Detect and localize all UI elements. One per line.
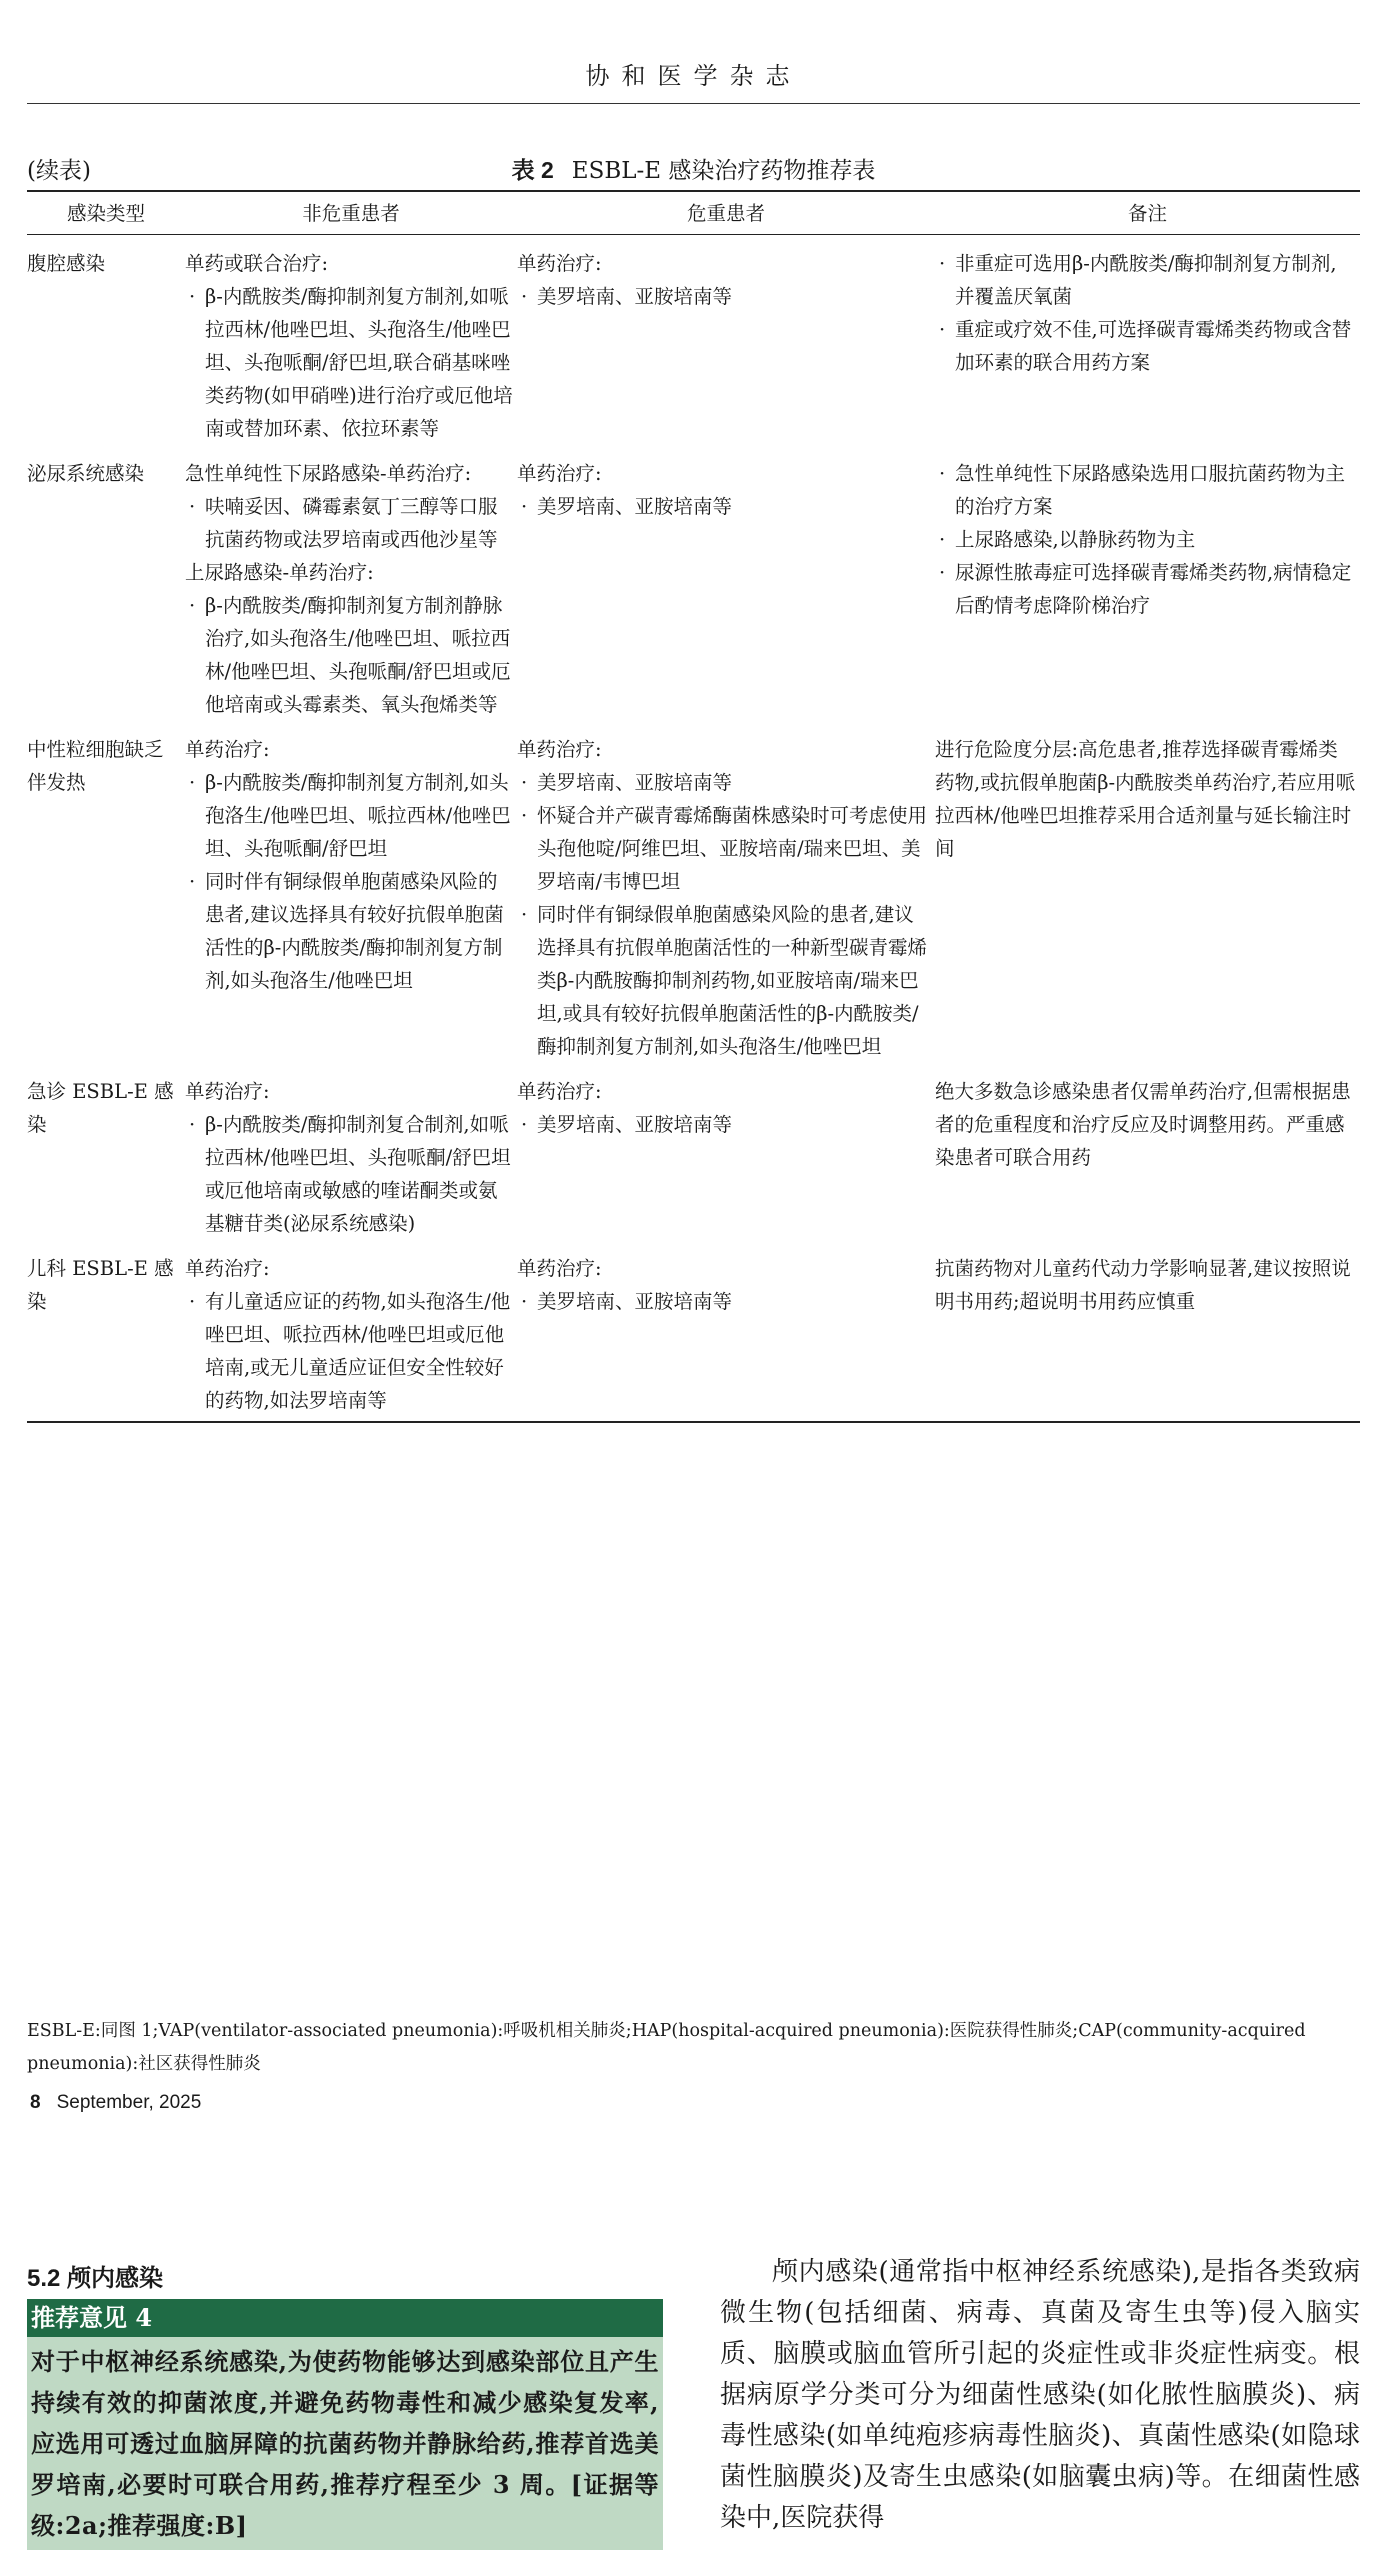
cell-critical [517,733,935,1075]
cell-type: 腹腔感染 [27,252,106,275]
bullet-item: · 美罗培南、亚胺培南等 [517,490,931,523]
bullet-item: · 重症或疗效不佳,可选择碳青霉烯类药物或含替加环素的联合用药方案 [935,313,1356,379]
cell-critical [517,457,935,733]
body-paragraph: 颅内感染(通常指中枢神经系统感染),是指各类致病微生物(包括细菌、病毒、真菌及寄生虫等)侵入脑实质、脑膜或脑血管所引起的炎症性或非炎症性病变。根据病原学分类可分为细菌性感染(如化脓性脑膜炎)、病毒性感染(如单纯疱疹病毒性脑炎)、真菌性感染(如隐球菌性脑膜炎)及寄生虫感染(如脑囊虫病)等。在细菌性感染中,医院获得 [720,2257,1360,2533]
cell-intro: 单药治疗: [185,1080,270,1103]
cell-noncritical [185,235,517,458]
bullet-item: · 同时伴有铜绿假单胞菌感染风险的患者,建议选择具有较好抗假单胞菌活性的β-内酰胺类/酶抑制剂复方制剂,如头孢洛生/他唑巴坦 [185,865,513,997]
cell-intro: 单药治疗: [185,738,270,761]
bullet-item: · 非重症可选用β-内酰胺类/酶抑制剂复方制剂,并覆盖厌氧菌 [935,247,1356,313]
cell-noncritical [185,457,517,733]
cell-noncritical [185,733,517,1075]
page-footer [30,2092,201,2114]
col-header-notes: 备注 [935,191,1360,235]
header-rule [27,103,1360,104]
continued-label: (续表) [27,158,91,184]
recommendation-box [27,2299,663,2550]
cell-notes: 绝大多数急诊感染患者仅需单药治疗,但需根据患者的危重程度和治疗反应及时调整用药。严重感染患者可联合用药 [935,1080,1351,1169]
cell-intro: 单药治疗: [517,1080,602,1103]
cell-type: 泌尿系统感染 [27,462,145,485]
section-title: 5.2 颅内感染 [27,2265,164,2292]
bullet-item: · 尿源性脓毒症可选择碳青霉烯类药物,病情稳定后酌情考虑降阶梯治疗 [935,556,1356,622]
table-caption [27,152,1360,186]
bullet-item: · 有儿童适应证的药物,如头孢洛生/他唑巴坦、哌拉西林/他唑巴坦或厄他培南,或无儿童适应证但安全性较好的药物,如法罗培南等 [185,1285,513,1417]
cell-type: 急诊 ESBL-E 感染 [27,1080,174,1136]
bullet-item: · 呋喃妥因、磷霉素氨丁三醇等口服抗菌药物或法罗培南或西他沙星等 [185,490,513,556]
cell-notes [935,457,1360,733]
cell-critical [517,235,935,458]
bullet-item: · 美罗培南、亚胺培南等 [517,280,931,313]
cell-intro: 单药治疗: [517,252,602,275]
cell-noncritical [185,1075,517,1252]
table-row [27,235,1360,458]
col-header-critical: 危重患者 [517,191,935,235]
bullet-item: · 急性单纯性下尿路感染选用口服抗菌药物为主的治疗方案 [935,457,1356,523]
recommendation-body: 对于中枢神经系统感染,为使药物能够达到感染部位且产生持续有效的抑菌浓度,并避免药物毒性和减少感染复发率,应选用可透过血脑屏障的抗菌药物并静脉给药,推荐首选美罗培南,必要时可联合用药,推荐疗程至少 3 周。[证据等级:2a;推荐强度:B] [27,2337,663,2550]
cell-notes: 进行危险度分层:高危患者,推荐选择碳青霉烯类药物,或抗假单胞菌β-内酰胺类单药治疗,若应用哌拉西林/他唑巴坦推荐采用合适剂量与延长输注时间 [935,738,1356,860]
table-footnote: ESBL-E:同图 1;VAP(ventilator-associated pneumonia):呼吸机相关肺炎;HAP(hospital-acquired pneumonia):医院获得性肺炎;CAP(community-acquired pneumonia):社区获得性肺炎 [27,2021,1306,2074]
cell-type: 中性粒细胞缺乏伴发热 [27,738,164,794]
table-row [27,733,1360,1075]
bullet-item: · β-内酰胺类/酶抑制剂复方制剂,如哌拉西林/他唑巴坦、头孢洛生/他唑巴坦、头孢哌酮/舒巴坦,联合硝基咪唑类药物(如甲硝唑)进行治疗或厄他培南或替加环素、依拉环素等 [185,280,513,445]
cell-notes [935,235,1360,458]
cell-intro: 单药治疗: [517,738,602,761]
cell-intro: 单药治疗: [185,1257,270,1280]
bullet-item: · 怀疑合并产碳青霉烯酶菌株感染时可考虑使用头孢他啶/阿维巴坦、亚胺培南/瑞来巴坦、美罗培南/韦博巴坦 [517,799,931,898]
cell-notes: 抗菌药物对儿童药代动力学影响显著,建议按照说明书用药;超说明书用药应慎重 [935,1252,1360,1422]
recommendation-table [27,190,1360,1423]
cell-intro: 急性单纯性下尿路感染-单药治疗: [185,462,472,485]
table-row [27,1075,1360,1252]
table-title-text: ESBL-E 感染治疗药物推荐表 [571,158,876,184]
bullet-item: · β-内酰胺类/酶抑制剂复方制剂静脉治疗,如头孢洛生/他唑巴坦、哌拉西林/他唑巴坦、头孢哌酮/舒巴坦或厄他培南或头霉素类、氧头孢烯类等 [185,589,513,721]
cell-type: 儿科 ESBL-E 感染 [27,1252,185,1422]
journal-header: 协和医学杂志 [585,62,802,90]
table-number: 表 2 [511,157,554,183]
col-header-type: 感染类型 [27,191,185,235]
recommendation-head: 推荐意见 4 [27,2299,663,2337]
table-row [27,1252,1360,1422]
cell-critical [517,1252,935,1422]
bullet-item: · β-内酰胺类/酶抑制剂复合制剂,如哌拉西林/他唑巴坦、头孢哌酮/舒巴坦或厄他培南或敏感的喹诺酮类或氨基糖苷类(泌尿系统感染) [185,1108,513,1240]
issue-date: September, 2025 [56,2092,202,2113]
body-text-column [720,2252,1360,2539]
cell-intro: 单药治疗: [517,1257,602,1280]
cell-intro: 单药或联合治疗: [185,252,329,275]
page-number: 8 [30,2092,41,2113]
cell-critical [517,1075,935,1252]
cell-intro: 上尿路感染-单药治疗: [185,561,374,584]
col-header-noncritical: 非危重患者 [185,191,517,235]
bullet-item: · 同时伴有铜绿假单胞菌感染风险的患者,建议选择具有抗假单胞菌活性的一种新型碳青霉烯类β-内酰胺酶抑制剂药物,如亚胺培南/瑞来巴坦,或具有较好抗假单胞菌活性的β-内酰胺类/酶抑制剂复方制剂,如头孢洛生/他唑巴坦 [517,898,931,1063]
cell-intro: 单药治疗: [517,462,602,485]
bullet-item: · 上尿路感染,以静脉药物为主 [935,523,1356,556]
table-row [27,457,1360,733]
cell-noncritical [185,1252,517,1422]
bullet-item: · β-内酰胺类/酶抑制剂复方制剂,如头孢洛生/他唑巴坦、哌拉西林/他唑巴坦、头孢哌酮/舒巴坦 [185,766,513,865]
bullet-item: · 美罗培南、亚胺培南等 [517,766,931,799]
bullet-item: · 美罗培南、亚胺培南等 [517,1108,931,1141]
table-title [27,152,1360,185]
bullet-item: · 美罗培南、亚胺培南等 [517,1285,931,1318]
